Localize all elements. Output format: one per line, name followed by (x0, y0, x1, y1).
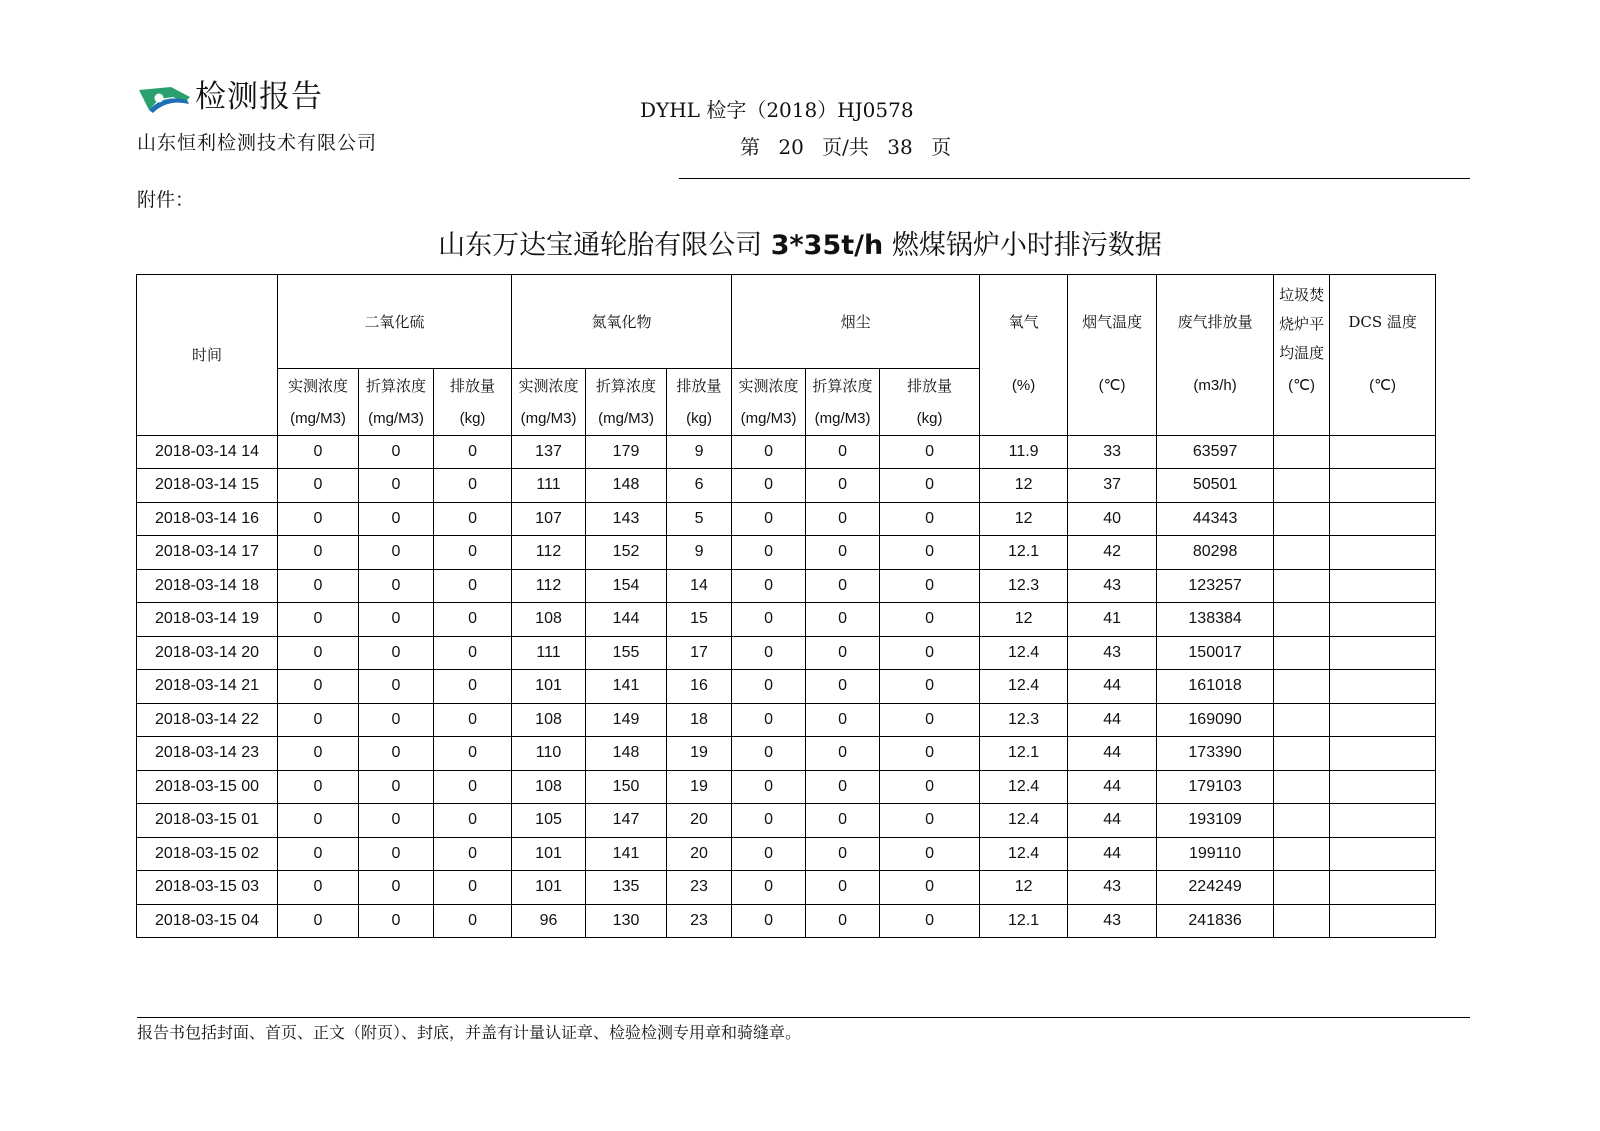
title-description: 燃煤锅炉小时排污数据 (891, 230, 1162, 261)
cell-incinerator-temp (1274, 770, 1330, 804)
footer-note: 报告书包括封面、首页、正文（附页）、封底，并盖有计量认证章、检验检测专用章和骑缝章。 (137, 1023, 802, 1042)
cell-incinerator-temp (1274, 904, 1330, 938)
page-suffix: 页 (931, 135, 952, 159)
unit-dcs-temp (1330, 368, 1436, 435)
cell-so2-emission: 0 (434, 703, 512, 737)
cell-dust-measured: 0 (732, 603, 806, 637)
cell-dust-converted: 0 (806, 670, 880, 704)
cell-so2-converted: 0 (359, 569, 434, 603)
page-middle: 页/共 (822, 135, 869, 159)
cell-oxygen: 12 (980, 871, 1068, 905)
cell-so2-emission: 0 (434, 670, 512, 704)
cell-nox-converted: 179 (586, 435, 667, 469)
cell-flue-temp: 37 (1068, 469, 1157, 503)
cell-dust-emission: 0 (880, 703, 980, 737)
cell-so2-emission: 0 (434, 837, 512, 871)
cell-dust-emission: 0 (880, 603, 980, 637)
cell-so2-converted: 0 (359, 603, 434, 637)
cell-nox-emission: 17 (667, 636, 732, 670)
cell-incinerator-temp (1274, 469, 1330, 503)
cell-dust-emission: 0 (880, 737, 980, 771)
header-dust-converted: 折算浓度 (806, 368, 880, 402)
page-prefix: 第 (740, 135, 760, 159)
cell-incinerator-temp (1274, 435, 1330, 469)
cell-gas-flow: 80298 (1157, 536, 1274, 570)
cell-gas-flow: 44343 (1157, 502, 1274, 536)
cell-flue-temp: 42 (1068, 536, 1157, 570)
cell-dust-converted: 0 (806, 871, 880, 905)
table-row (137, 670, 1436, 704)
header-dust-measured: 实测浓度 (732, 368, 806, 402)
cell-oxygen: 12.3 (980, 569, 1068, 603)
cell-dust-measured: 0 (732, 502, 806, 536)
header-divider (679, 178, 1470, 179)
cell-dust-converted: 0 (806, 837, 880, 871)
cell-dust-converted: 0 (806, 603, 880, 637)
cell-flue-temp: 43 (1068, 569, 1157, 603)
unit-so2-measured: (mg/M3) (278, 402, 359, 435)
cell-incinerator-temp (1274, 871, 1330, 905)
table-row (137, 837, 1436, 871)
unit-dust-emission: (kg) (880, 402, 980, 435)
cell-nox-measured: 101 (512, 837, 586, 871)
cell-oxygen: 12.4 (980, 770, 1068, 804)
cell-flue-temp: 44 (1068, 837, 1157, 871)
cell-nox-emission: 9 (667, 536, 732, 570)
cell-oxygen: 12 (980, 603, 1068, 637)
cell-time: 2018-03-14 23 (137, 737, 278, 771)
cell-gas-flow: 138384 (1157, 603, 1274, 637)
cell-dcs-temp (1330, 904, 1436, 938)
cell-nox-measured: 108 (512, 770, 586, 804)
cell-nox-emission: 23 (667, 904, 732, 938)
cell-gas-flow: 199110 (1157, 837, 1274, 871)
cell-dust-converted: 0 (806, 569, 880, 603)
table-row (137, 569, 1436, 603)
cell-dcs-temp (1330, 737, 1436, 771)
cell-dcs-temp (1330, 703, 1436, 737)
unit-incinerator-temp (1274, 368, 1330, 435)
cell-oxygen: 12.1 (980, 737, 1068, 771)
cell-time: 2018-03-14 17 (137, 536, 278, 570)
header-dust: 烟尘 (732, 275, 980, 369)
unit-nox-converted: (mg/M3) (586, 402, 667, 435)
cell-gas-flow: 123257 (1157, 569, 1274, 603)
cell-incinerator-temp (1274, 636, 1330, 670)
cell-flue-temp: 44 (1068, 770, 1157, 804)
cell-dcs-temp (1330, 636, 1436, 670)
cell-nox-converted: 143 (586, 502, 667, 536)
cell-so2-emission: 0 (434, 603, 512, 637)
table-body (137, 435, 1436, 938)
cell-gas-flow: 169090 (1157, 703, 1274, 737)
cell-nox-emission: 19 (667, 770, 732, 804)
cell-dust-measured: 0 (732, 770, 806, 804)
header-nox-converted: 折算浓度 (586, 368, 667, 402)
cell-time: 2018-03-15 01 (137, 804, 278, 838)
cell-oxygen: 12.1 (980, 536, 1068, 570)
header-so2-measured: 实测浓度 (278, 368, 359, 402)
cell-so2-converted: 0 (359, 435, 434, 469)
cell-nox-converted: 141 (586, 837, 667, 871)
cell-time: 2018-03-15 02 (137, 837, 278, 871)
cell-so2-measured: 0 (278, 502, 359, 536)
cell-dust-measured: 0 (732, 904, 806, 938)
cell-incinerator-temp (1274, 536, 1330, 570)
cell-gas-flow: 224249 (1157, 871, 1274, 905)
cell-nox-measured: 111 (512, 469, 586, 503)
unit-gas-flow-text: (m3/h) (1193, 377, 1237, 394)
cell-incinerator-temp (1274, 603, 1330, 637)
cell-oxygen: 11.9 (980, 435, 1068, 469)
cell-gas-flow: 193109 (1157, 804, 1274, 838)
cell-so2-converted: 0 (359, 469, 434, 503)
table-row (137, 770, 1436, 804)
cell-dust-converted: 0 (806, 770, 880, 804)
unit-dcs-temp-text: (℃) (1369, 377, 1397, 394)
cell-so2-converted: 0 (359, 804, 434, 838)
unit-incinerator-temp-text: (℃) (1288, 377, 1316, 394)
cell-so2-converted: 0 (359, 502, 434, 536)
cell-so2-converted: 0 (359, 703, 434, 737)
cell-dust-converted: 0 (806, 636, 880, 670)
cell-gas-flow: 241836 (1157, 904, 1274, 938)
cell-dust-emission: 0 (880, 770, 980, 804)
cell-time: 2018-03-15 04 (137, 904, 278, 938)
cell-nox-converted: 130 (586, 904, 667, 938)
cell-nox-measured: 105 (512, 804, 586, 838)
cell-flue-temp: 43 (1068, 871, 1157, 905)
cell-incinerator-temp (1274, 703, 1330, 737)
cell-dust-measured: 0 (732, 804, 806, 838)
cell-so2-emission: 0 (434, 804, 512, 838)
cell-dcs-temp (1330, 837, 1436, 871)
page-current: 20 (778, 135, 804, 159)
cell-oxygen: 12.4 (980, 636, 1068, 670)
cell-nox-converted: 135 (586, 871, 667, 905)
cell-nox-converted: 148 (586, 737, 667, 771)
cell-time: 2018-03-14 16 (137, 502, 278, 536)
unit-so2-converted: (mg/M3) (359, 402, 434, 435)
cell-dcs-temp (1330, 502, 1436, 536)
cell-nox-emission: 19 (667, 737, 732, 771)
cell-nox-converted: 141 (586, 670, 667, 704)
cell-flue-temp: 43 (1068, 904, 1157, 938)
cell-so2-measured: 0 (278, 469, 359, 503)
cell-dust-converted: 0 (806, 904, 880, 938)
cell-dcs-temp (1330, 770, 1436, 804)
cell-nox-emission: 16 (667, 670, 732, 704)
cell-gas-flow: 179103 (1157, 770, 1274, 804)
cell-dust-measured: 0 (732, 837, 806, 871)
cell-flue-temp: 41 (1068, 603, 1157, 637)
unit-dust-converted: (mg/M3) (806, 402, 880, 435)
unit-flue-temp-text: (℃) (1098, 377, 1126, 394)
cell-so2-emission: 0 (434, 737, 512, 771)
cell-dcs-temp (1330, 435, 1436, 469)
cell-gas-flow: 150017 (1157, 636, 1274, 670)
cell-gas-flow: 173390 (1157, 737, 1274, 771)
page-indicator (740, 131, 951, 160)
cell-dust-measured: 0 (732, 435, 806, 469)
table-row (137, 636, 1436, 670)
cell-nox-measured: 107 (512, 502, 586, 536)
cell-oxygen: 12.1 (980, 904, 1068, 938)
cell-nox-measured: 108 (512, 703, 586, 737)
cell-time: 2018-03-14 21 (137, 670, 278, 704)
unit-so2-emission: (kg) (434, 402, 512, 435)
cell-so2-emission: 0 (434, 469, 512, 503)
cell-nox-converted: 147 (586, 804, 667, 838)
cell-nox-converted: 148 (586, 469, 667, 503)
cell-flue-temp: 44 (1068, 703, 1157, 737)
cell-so2-emission: 0 (434, 435, 512, 469)
cell-time: 2018-03-14 15 (137, 469, 278, 503)
unit-nox-emission: (kg) (667, 402, 732, 435)
cell-dust-emission: 0 (880, 569, 980, 603)
cell-nox-emission: 5 (667, 502, 732, 536)
cell-dcs-temp (1330, 603, 1436, 637)
cell-oxygen: 12 (980, 469, 1068, 503)
cell-dust-converted: 0 (806, 435, 880, 469)
table-row (137, 871, 1436, 905)
company-name: 山东恒利检测技术有限公司 (137, 132, 378, 154)
header-dcs-temp: DCS 温度 (1330, 275, 1436, 369)
header-nox-measured: 实测浓度 (512, 368, 586, 402)
table-row (137, 904, 1436, 938)
cell-incinerator-temp (1274, 502, 1330, 536)
cell-incinerator-temp (1274, 737, 1330, 771)
cell-flue-temp: 44 (1068, 670, 1157, 704)
cell-so2-converted: 0 (359, 536, 434, 570)
header-so2-emission: 排放量 (434, 368, 512, 402)
cell-flue-temp: 33 (1068, 435, 1157, 469)
page-total: 38 (887, 135, 913, 159)
cell-dust-emission: 0 (880, 435, 980, 469)
cell-so2-emission: 0 (434, 536, 512, 570)
cell-dust-measured: 0 (732, 737, 806, 771)
cell-dust-emission: 0 (880, 804, 980, 838)
cell-dust-measured: 0 (732, 871, 806, 905)
cell-incinerator-temp (1274, 837, 1330, 871)
cell-time: 2018-03-14 20 (137, 636, 278, 670)
cell-dust-emission: 0 (880, 469, 980, 503)
cell-dust-converted: 0 (806, 737, 880, 771)
cell-flue-temp: 44 (1068, 737, 1157, 771)
cell-dust-measured: 0 (732, 536, 806, 570)
cell-so2-measured: 0 (278, 703, 359, 737)
table-row (137, 469, 1436, 503)
cell-nox-measured: 112 (512, 536, 586, 570)
cell-dust-emission: 0 (880, 904, 980, 938)
cell-oxygen: 12.4 (980, 837, 1068, 871)
header-oxygen: 氧气 (980, 275, 1068, 369)
cell-so2-converted: 0 (359, 636, 434, 670)
table-row (137, 703, 1436, 737)
cell-so2-measured: 0 (278, 536, 359, 570)
cell-so2-measured: 0 (278, 770, 359, 804)
table-row (137, 435, 1436, 469)
cell-so2-measured: 0 (278, 603, 359, 637)
attachment-label: 附件： (137, 189, 195, 211)
cell-dcs-temp (1330, 670, 1436, 704)
cell-gas-flow: 161018 (1157, 670, 1274, 704)
cell-time: 2018-03-15 03 (137, 871, 278, 905)
cell-so2-measured: 0 (278, 804, 359, 838)
cell-so2-converted: 0 (359, 670, 434, 704)
header-nox-emission: 排放量 (667, 368, 732, 402)
cell-dust-converted: 0 (806, 703, 880, 737)
cell-nox-emission: 23 (667, 871, 732, 905)
cell-oxygen: 12.4 (980, 804, 1068, 838)
cell-time: 2018-03-15 00 (137, 770, 278, 804)
cell-oxygen: 12 (980, 502, 1068, 536)
cell-nox-emission: 9 (667, 435, 732, 469)
unit-nox-measured: (mg/M3) (512, 402, 586, 435)
cell-nox-converted: 149 (586, 703, 667, 737)
title-company: 山东万达宝通轮胎有限公司 (438, 230, 763, 261)
cell-nox-converted: 152 (586, 536, 667, 570)
cell-time: 2018-03-14 18 (137, 569, 278, 603)
cell-so2-converted: 0 (359, 871, 434, 905)
unit-gas-flow (1157, 368, 1274, 435)
report-number: DYHL 检字（2018）HJ0578 (640, 98, 914, 122)
cell-so2-measured: 0 (278, 435, 359, 469)
cell-so2-emission: 0 (434, 871, 512, 905)
cell-dust-emission: 0 (880, 636, 980, 670)
company-logo (137, 84, 192, 116)
table-row (137, 536, 1436, 570)
cell-dust-measured: 0 (732, 703, 806, 737)
cell-time: 2018-03-14 22 (137, 703, 278, 737)
cell-nox-emission: 20 (667, 804, 732, 838)
cell-dust-converted: 0 (806, 804, 880, 838)
cell-dcs-temp (1330, 871, 1436, 905)
cell-dcs-temp (1330, 536, 1436, 570)
cell-so2-measured: 0 (278, 569, 359, 603)
cell-nox-converted: 154 (586, 569, 667, 603)
header-gas-flow: 废气排放量 (1157, 275, 1274, 369)
cell-nox-measured: 111 (512, 636, 586, 670)
cell-nox-emission: 6 (667, 469, 732, 503)
cell-so2-converted: 0 (359, 770, 434, 804)
cell-oxygen: 12.4 (980, 670, 1068, 704)
cell-gas-flow: 63597 (1157, 435, 1274, 469)
cell-dust-measured: 0 (732, 636, 806, 670)
cell-dust-emission: 0 (880, 502, 980, 536)
cell-nox-measured: 101 (512, 871, 586, 905)
cell-incinerator-temp (1274, 670, 1330, 704)
cell-nox-measured: 110 (512, 737, 586, 771)
cell-dust-measured: 0 (732, 469, 806, 503)
cell-nox-emission: 20 (667, 837, 732, 871)
cell-dust-measured: 0 (732, 670, 806, 704)
cell-so2-converted: 0 (359, 737, 434, 771)
table-row (137, 804, 1436, 838)
cell-dust-converted: 0 (806, 502, 880, 536)
cell-dust-converted: 0 (806, 536, 880, 570)
cell-so2-measured: 0 (278, 670, 359, 704)
header-nox: 氮氧化物 (512, 275, 732, 369)
cell-so2-emission: 0 (434, 502, 512, 536)
header-so2-converted: 折算浓度 (359, 368, 434, 402)
cell-dust-measured: 0 (732, 569, 806, 603)
unit-oxygen (980, 368, 1068, 435)
cell-so2-emission: 0 (434, 569, 512, 603)
cell-so2-emission: 0 (434, 636, 512, 670)
cell-nox-measured: 108 (512, 603, 586, 637)
table-row (137, 737, 1436, 771)
cell-nox-measured: 96 (512, 904, 586, 938)
cell-flue-temp: 44 (1068, 804, 1157, 838)
cell-so2-measured: 0 (278, 904, 359, 938)
cell-so2-measured: 0 (278, 636, 359, 670)
document-title (0, 223, 1600, 262)
cell-nox-converted: 155 (586, 636, 667, 670)
unit-flue-temp (1068, 368, 1157, 435)
title-capacity: 3*35t/h (770, 230, 884, 261)
cell-dcs-temp (1330, 569, 1436, 603)
cell-dust-converted: 0 (806, 469, 880, 503)
table-row (137, 603, 1436, 637)
cell-dcs-temp (1330, 469, 1436, 503)
cell-gas-flow: 50501 (1157, 469, 1274, 503)
cell-incinerator-temp (1274, 569, 1330, 603)
cell-dust-emission: 0 (880, 837, 980, 871)
cell-nox-converted: 150 (586, 770, 667, 804)
footer-divider (137, 1017, 1470, 1018)
cell-so2-measured: 0 (278, 837, 359, 871)
header-so2: 二氧化硫 (278, 275, 512, 369)
cell-so2-converted: 0 (359, 904, 434, 938)
cell-time: 2018-03-14 14 (137, 435, 278, 469)
cell-flue-temp: 43 (1068, 636, 1157, 670)
cell-time: 2018-03-14 19 (137, 603, 278, 637)
cell-oxygen: 12.3 (980, 703, 1068, 737)
report-title: 检测报告 (195, 79, 323, 115)
cell-dust-emission: 0 (880, 670, 980, 704)
emission-data-table (136, 274, 1436, 938)
cell-so2-converted: 0 (359, 837, 434, 871)
cell-so2-emission: 0 (434, 770, 512, 804)
cell-nox-measured: 101 (512, 670, 586, 704)
header-flue-temp: 烟气温度 (1068, 275, 1157, 369)
cell-incinerator-temp (1274, 804, 1330, 838)
cell-nox-emission: 14 (667, 569, 732, 603)
unit-dust-measured: (mg/M3) (732, 402, 806, 435)
cell-dust-emission: 0 (880, 871, 980, 905)
cell-nox-emission: 15 (667, 603, 732, 637)
cell-so2-measured: 0 (278, 737, 359, 771)
cell-nox-converted: 144 (586, 603, 667, 637)
cell-so2-measured: 0 (278, 871, 359, 905)
unit-oxygen-text: (%) (1011, 377, 1036, 394)
header-dust-emission: 排放量 (880, 368, 980, 402)
cell-nox-emission: 18 (667, 703, 732, 737)
cell-so2-emission: 0 (434, 904, 512, 938)
cell-flue-temp: 40 (1068, 502, 1157, 536)
table-row (137, 502, 1436, 536)
cell-dust-emission: 0 (880, 536, 980, 570)
cell-dcs-temp (1330, 804, 1436, 838)
cell-nox-measured: 137 (512, 435, 586, 469)
header-time: 时间 (137, 275, 278, 436)
cell-nox-measured: 112 (512, 569, 586, 603)
header-incinerator-temp: 垃圾焚烧炉平均温度 (1274, 275, 1330, 369)
